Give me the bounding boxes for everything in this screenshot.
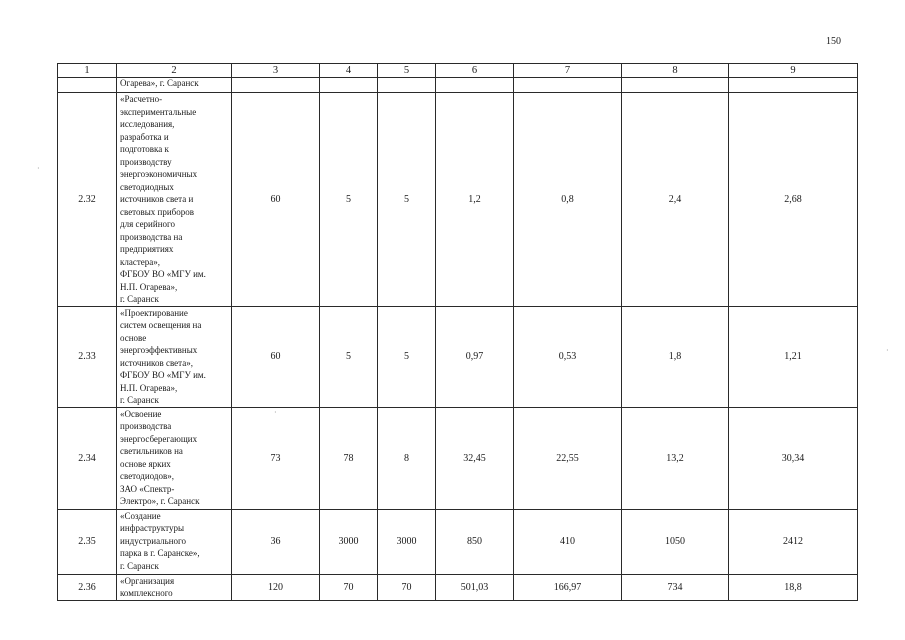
value-cell: 1050 (622, 509, 729, 574)
description-cell (117, 574, 232, 600)
value-cell: 60 (232, 306, 320, 407)
value-cell: 70 (320, 574, 378, 600)
description-cell (117, 78, 232, 93)
header-cell: 8 (622, 64, 729, 78)
header-cell: 7 (514, 64, 622, 78)
table-row (58, 574, 858, 600)
value-cell: 2,4 (622, 93, 729, 307)
empty-cell (436, 78, 514, 93)
header-cell: 9 (729, 64, 858, 78)
table-row (58, 407, 858, 509)
row-number: 2.34 (58, 407, 117, 509)
row-number: 2.33 (58, 306, 117, 407)
description-text: «Расчетно- экспериментальные исследования, разработка и подготовка к производству энергоэкономичных светодиодных источников света и световых приборов для серийного производства на предприятиях кластера», ФГБОУ ВО «МГУ им. Н.П. Огарева», г. Саранск (120, 94, 206, 304)
data-table (57, 63, 858, 601)
value-cell: 1,8 (622, 306, 729, 407)
value-cell: 0,8 (514, 93, 622, 307)
value-cell: 410 (514, 509, 622, 574)
row-number: 2.35 (58, 509, 117, 574)
value-cell: 2,68 (729, 93, 858, 307)
value-cell: 5 (378, 93, 436, 307)
description-cell (117, 306, 232, 407)
value-cell: 60 (232, 93, 320, 307)
header-cell: 1 (58, 64, 117, 78)
scan-speck: · (274, 408, 277, 417)
value-cell: 3000 (320, 509, 378, 574)
value-cell: 32,45 (436, 407, 514, 509)
table-row (58, 93, 858, 307)
value-cell: 2412 (729, 509, 858, 574)
page-number: 150 (826, 36, 841, 47)
header-cell: 6 (436, 64, 514, 78)
description-text: «Создание инфраструктуры индустриального парка в г. Саранске», г. Саранск (120, 510, 200, 571)
description-text: «Проектирование систем освещения на основе энергоэффективных источников света», ФГБОУ ВО «МГУ им. Н.П. Огарева», г. Саранск (120, 307, 206, 405)
value-cell: 5 (378, 306, 436, 407)
description-text: «Освоение производства энергосберегающих светильников на основе ярких светодиодов», ЗАО «Спектр- Электро», г. Саранск (120, 408, 200, 506)
value-cell: 36 (232, 509, 320, 574)
value-cell: 0,53 (514, 306, 622, 407)
continuation-row (58, 78, 858, 93)
table-row (58, 306, 858, 407)
header-cell: 5 (378, 64, 436, 78)
row-number: 2.36 (58, 574, 117, 600)
description-cell (117, 93, 232, 307)
description-cell (117, 407, 232, 509)
value-cell: 166,97 (514, 574, 622, 600)
value-cell: 501,03 (436, 574, 514, 600)
value-cell: 850 (436, 509, 514, 574)
value-cell: 1,21 (729, 306, 858, 407)
value-cell: 78 (320, 407, 378, 509)
empty-cell (232, 78, 320, 93)
empty-cell (378, 78, 436, 93)
description-cell (117, 509, 232, 574)
empty-cell (58, 78, 117, 93)
value-cell: 5 (320, 93, 378, 307)
scan-speck: · (37, 164, 40, 173)
value-cell: 70 (378, 574, 436, 600)
empty-cell (514, 78, 622, 93)
continuation-text: Огарева», г. Саранск (120, 78, 199, 88)
value-cell: 8 (378, 407, 436, 509)
value-cell: 734 (622, 574, 729, 600)
empty-cell (320, 78, 378, 93)
empty-cell (622, 78, 729, 93)
scan-speck: · (886, 346, 889, 355)
header-cell: 2 (117, 64, 232, 78)
value-cell: 5 (320, 306, 378, 407)
table-row (58, 509, 858, 574)
value-cell: 22,55 (514, 407, 622, 509)
header-cell: 3 (232, 64, 320, 78)
value-cell: 1,2 (436, 93, 514, 307)
value-cell: 3000 (378, 509, 436, 574)
value-cell: 73 (232, 407, 320, 509)
value-cell: 30,34 (729, 407, 858, 509)
value-cell: 120 (232, 574, 320, 600)
empty-cell (729, 78, 858, 93)
value-cell: 18,8 (729, 574, 858, 600)
row-number: 2.32 (58, 93, 117, 307)
value-cell: 13,2 (622, 407, 729, 509)
header-cell: 4 (320, 64, 378, 78)
value-cell: 0,97 (436, 306, 514, 407)
header-row (58, 64, 858, 78)
description-text: «Организация комплексного (120, 575, 175, 598)
